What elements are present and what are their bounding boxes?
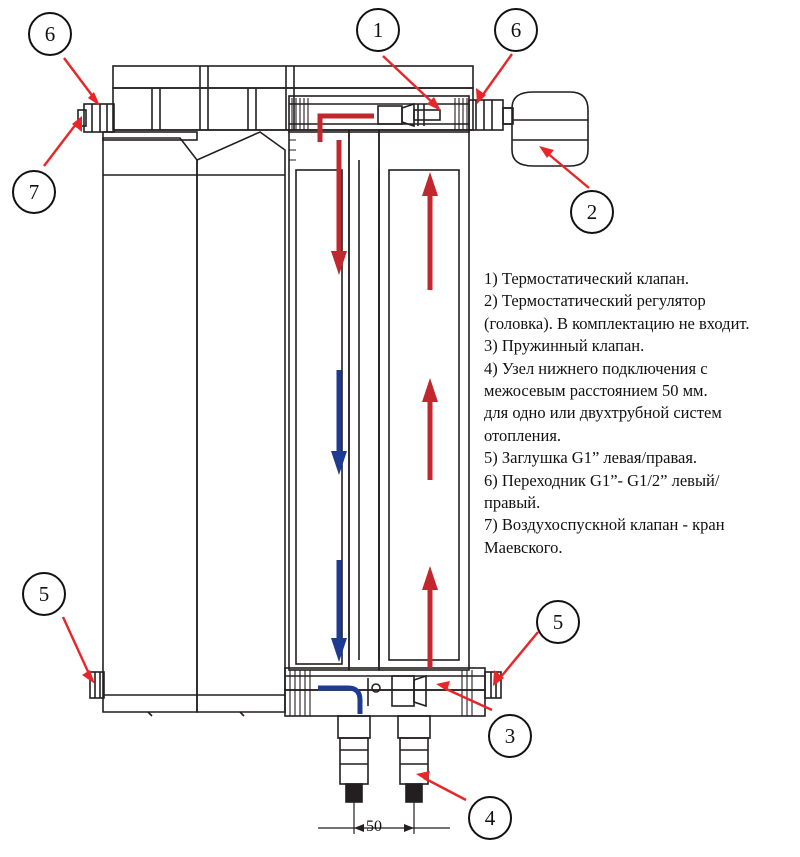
- cutaway-column-mid-outer: [349, 130, 379, 670]
- flow-arrow-down-left-cold: [331, 370, 347, 662]
- legend-item-2b: (головка). В комплектацию не входит.: [484, 313, 750, 333]
- callout-1-top[interactable]: 1: [356, 8, 400, 52]
- callout-5-right[interactable]: 5: [536, 600, 580, 644]
- valve-body-top: [289, 96, 469, 132]
- valve-cone: [402, 104, 414, 126]
- legend-item-4: 4) Узел нижнего подключения с: [484, 358, 708, 378]
- valve-seat: [378, 106, 402, 124]
- flow-arrow-up-right: [422, 172, 438, 668]
- legend-item-5: 5) Заглушка G1” левая/правая.: [484, 448, 698, 468]
- callout-6-top-left[interactable]: 6: [28, 12, 72, 56]
- section-front-1: [103, 138, 197, 712]
- spring-valve-cone: [414, 676, 426, 706]
- bottom-connection-left-nut: [338, 716, 370, 738]
- callout-3-bottom[interactable]: 3: [488, 714, 532, 758]
- legend-item-4d: отопления.: [484, 425, 562, 445]
- bottom-manifold-outer: [285, 668, 485, 690]
- legend-item-7b: Маевского.: [484, 537, 563, 557]
- callout-6-top-right[interactable]: 6: [494, 8, 538, 52]
- valve-flange-hatch-right: [455, 98, 467, 130]
- spring-valve-body: [392, 676, 414, 706]
- callout-7-left[interactable]: 7: [12, 170, 56, 214]
- callout-2-right[interactable]: 2: [570, 190, 614, 234]
- legend-item-6b: правый.: [484, 493, 541, 513]
- flow-arrows: [318, 116, 438, 714]
- legend-item-7: 7) Воздухоспускной клапан - кран: [484, 515, 725, 535]
- adapter-right-top: [469, 100, 503, 130]
- legend-item-1: 1) Термостатический клапан.: [484, 269, 690, 288]
- cutaway-column-left-inner: [296, 170, 342, 664]
- legend-item-3: 3) Пружинный клапан.: [484, 336, 645, 356]
- dimension-50: [318, 790, 450, 834]
- bottom-hatch: [290, 670, 472, 716]
- section-front-2: [197, 132, 285, 712]
- bottom-connection-right-nut: [398, 716, 430, 738]
- bottom-connection-left-body: [340, 738, 368, 784]
- callout-5-left[interactable]: 5: [22, 572, 66, 616]
- feed-line-top: [320, 116, 374, 142]
- top-header-outer: [113, 66, 473, 88]
- legend-item-2: 2) Термостатический регулятор: [484, 291, 706, 311]
- flow-arrow-down-left: [331, 140, 347, 275]
- legend-item-4b: межосевым расстоянием 50 мм.: [484, 381, 708, 401]
- legend-list: [484, 268, 796, 559]
- return-line-bottom: [318, 688, 360, 714]
- adapter-left-top: [84, 104, 114, 132]
- legend-item-4c: для одно или двухтрубной систем: [484, 403, 722, 423]
- callout-4-bottom[interactable]: 4: [468, 796, 512, 840]
- hatch-left-wall: [289, 140, 296, 160]
- dimension-label-50: 50: [366, 818, 382, 835]
- legend-item-6: 6) Переходник G1”- G1/2” левый/: [484, 470, 720, 490]
